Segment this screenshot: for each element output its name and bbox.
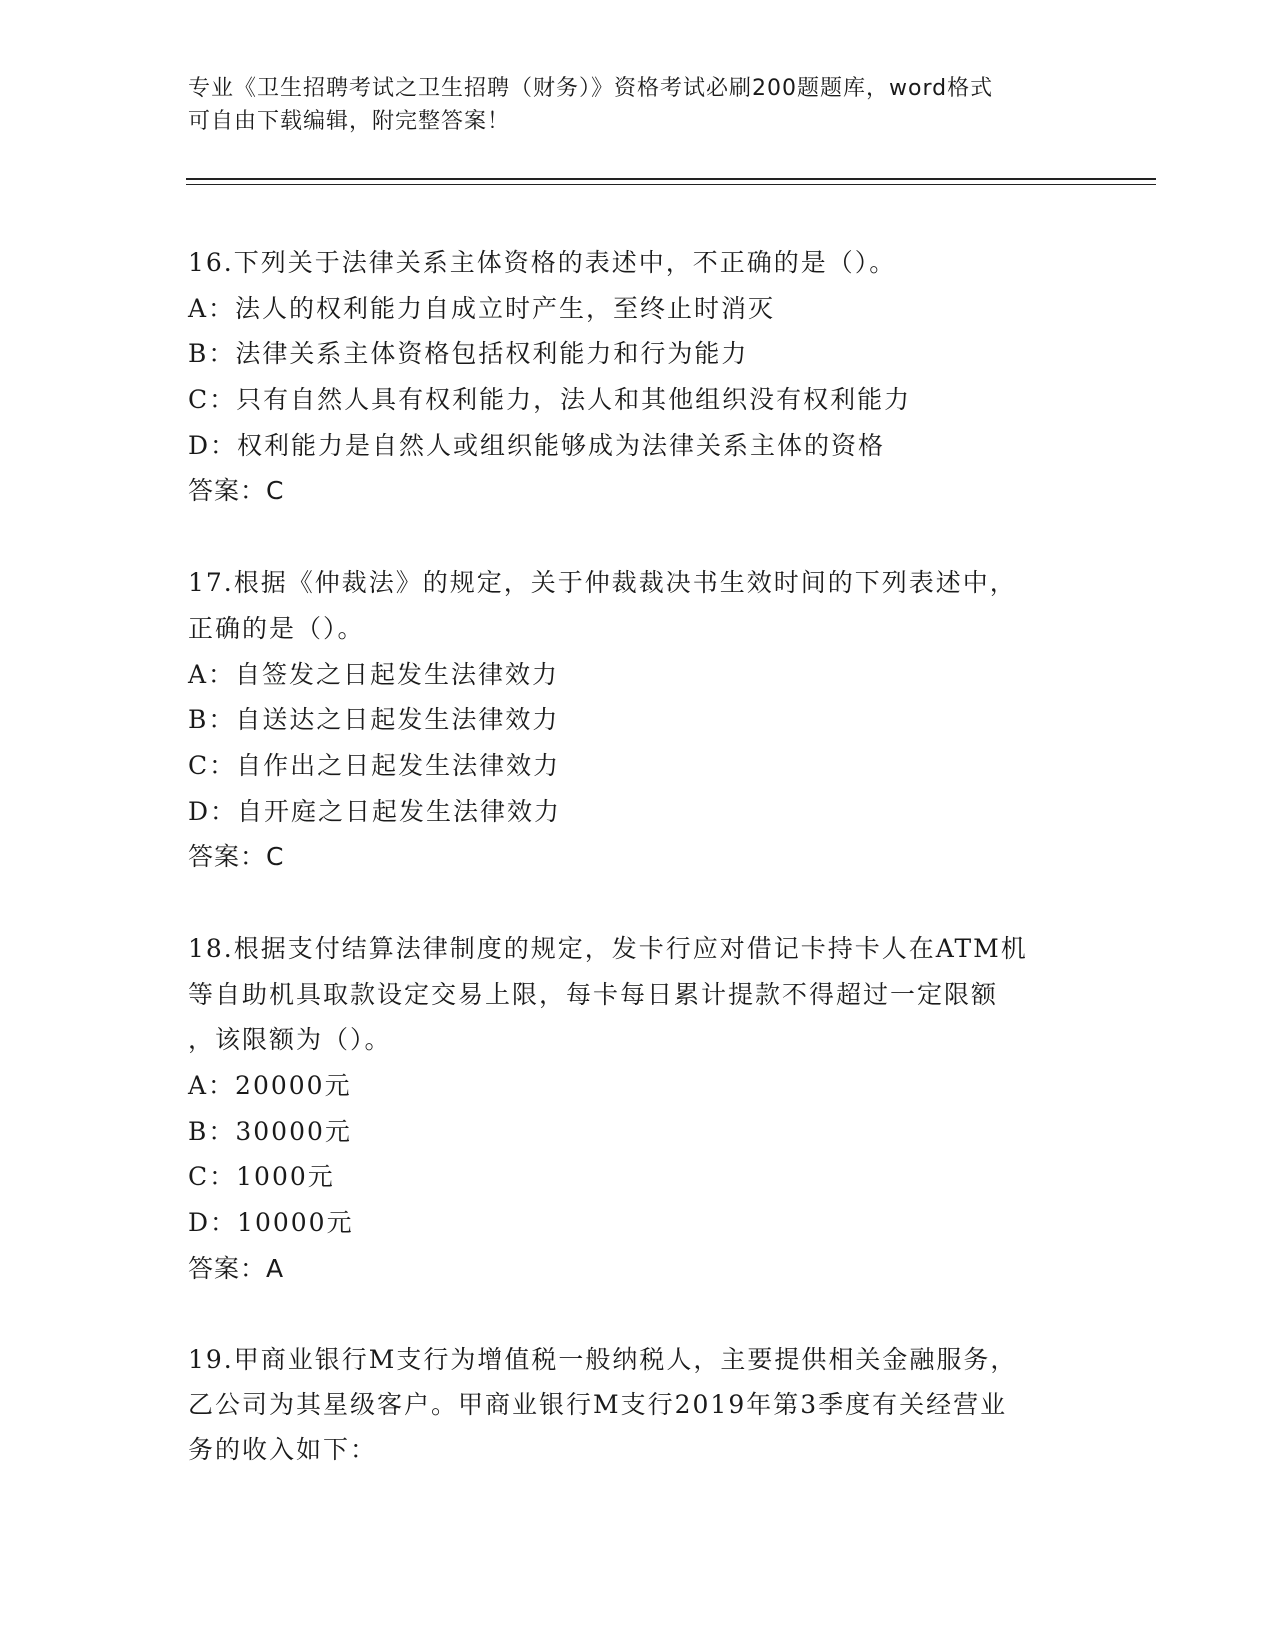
question-18	[188, 926, 1088, 1292]
question-stem-continued: ，该限额为（）。	[188, 1025, 392, 1055]
option-a: A：20000元	[188, 1071, 352, 1100]
option-b: B：30000元	[188, 1116, 352, 1146]
question-stem: 17.根据《仲裁法》的规定，关于仲裁裁决书生效时间的下列表述中，	[188, 568, 1017, 598]
option-b: B：法律关系主体资格包括权利能力和行为能力	[188, 339, 749, 369]
answer: 答案：C	[188, 842, 285, 872]
option-c: C：只有自然人具有权利能力，法人和其他组织没有权利能力	[188, 385, 912, 415]
option-a: A：法人的权利能力自成立时产生，至终止时消灭	[188, 293, 776, 323]
question-stem-continued: 乙公司为其星级客户。甲商业银行M支行2019年第3季度有关经营业	[188, 1390, 1008, 1420]
answer: 答案：C	[188, 476, 285, 506]
option-d: D：权利能力是自然人或组织能够成为法律关系主体的资格	[188, 430, 886, 460]
question-16	[188, 240, 1088, 514]
document-header	[188, 72, 1088, 138]
option-d: D：10000元	[188, 1208, 354, 1238]
question-stem: 19.甲商业银行M支行为增值税一般纳税人，主要提供相关金融服务，	[188, 1345, 1018, 1375]
question-list	[188, 240, 1088, 1518]
option-a: A：自签发之日起发生法律效力	[188, 659, 560, 689]
question-stem-continued: 务的收入如下：	[188, 1435, 378, 1465]
answer: 答案：A	[188, 1253, 285, 1283]
question-stem: 16.下列关于法律关系主体资格的表述中，不正确的是（）。	[188, 248, 897, 277]
option-c: C：1000元	[188, 1162, 335, 1192]
option-b: B：自送达之日起发生法律效力	[188, 705, 560, 735]
question-stem: 18.根据支付结算法律制度的规定，发卡行应对借记卡持卡人在ATM机	[188, 933, 1028, 963]
option-c: C：自作出之日起发生法律效力	[188, 750, 561, 780]
question-stem-continued: 正确的是（）。	[188, 613, 365, 643]
option-d: D：自开庭之日起发生法律效力	[188, 796, 562, 826]
header-line-1: 专业《卫生招聘考试之卫生招聘（财务）》资格考试必刷200题题库，word格式	[188, 76, 994, 101]
question-19	[188, 1337, 1088, 1472]
question-stem-continued: 等自助机具取款设定交易上限，每卡每日累计提款不得超过一定限额	[188, 979, 999, 1009]
question-17	[188, 560, 1088, 880]
header-line-2: 可自由下载编辑，附完整答案！	[188, 109, 511, 134]
header-divider-thick	[186, 178, 1156, 180]
header-divider-thin	[186, 184, 1156, 185]
